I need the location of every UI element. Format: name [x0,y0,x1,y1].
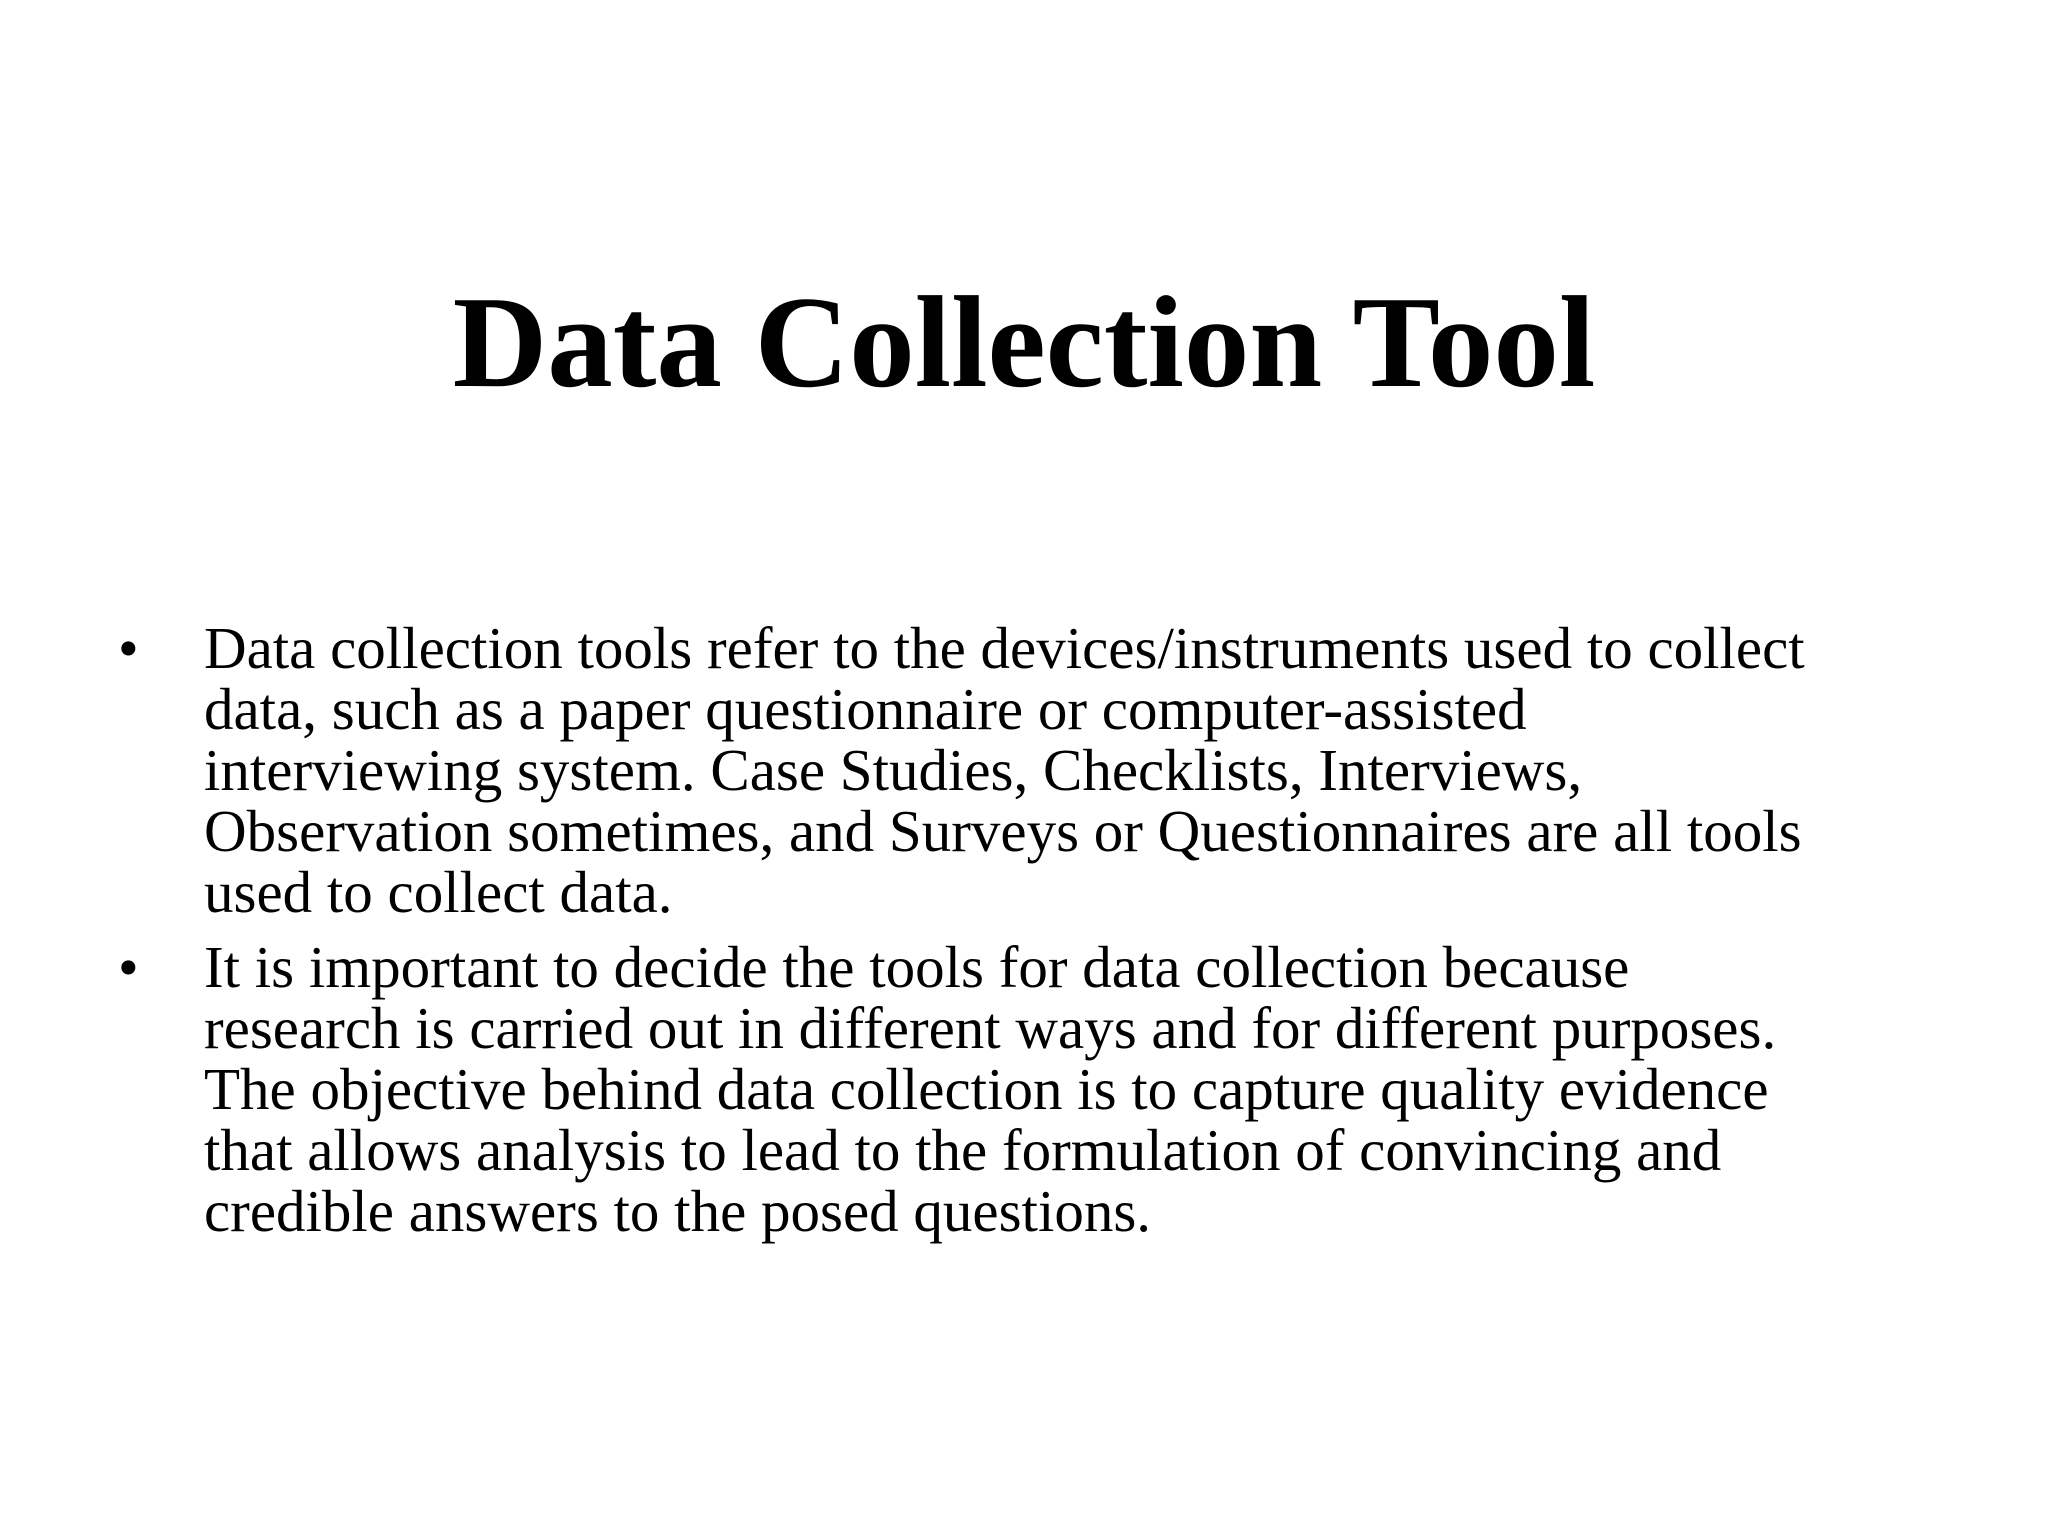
bullet-marker: • [118,615,139,681]
bullet-line: Data collection tools refer to the devices/instruments used to collect [204,615,1805,681]
bullet-text [204,934,1998,1244]
bullet-line: credible answers to the posed questions. [204,1178,1152,1244]
bullet-line: research is carried out in different ways and for different purposes. [204,995,1777,1061]
bullet-text [204,615,1998,925]
bullet-line: that allows analysis to lead to the formulation of convincing and [204,1117,1722,1183]
slide-title: Data Collection Tool [452,270,1596,415]
bullet-line: used to collect data. [204,859,673,925]
bullet-list [118,615,1998,1256]
bullet-line: It is important to decide the tools for data collection because [204,934,1630,1000]
bullet-marker: • [118,934,139,1000]
bullet-line: interviewing system. Case Studies, Checklists, Interviews, [204,737,1583,803]
bullet-line: data, such as a paper questionnaire or computer-assisted [204,676,1527,742]
bullet-item [118,934,1998,1244]
bullet-line: The objective behind data collection is to capture quality evidence [204,1056,1769,1122]
bullet-item [118,615,1998,925]
bullet-line: Observation sometimes, and Surveys or Questionnaires are all tools [204,798,1802,864]
